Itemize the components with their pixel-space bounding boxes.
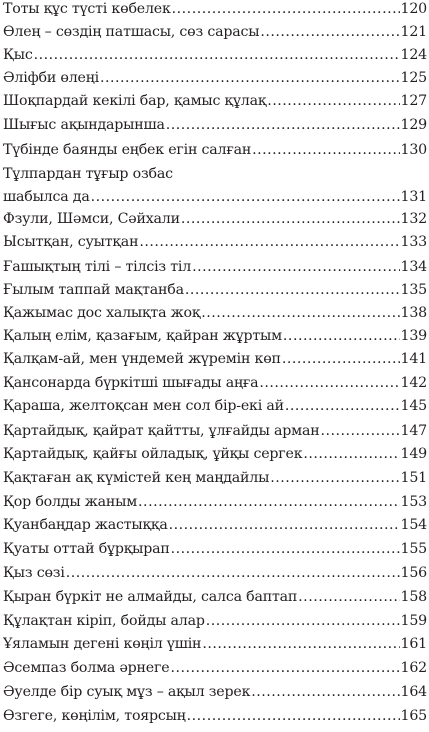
toc-entry[interactable] — [3, 705, 427, 728]
toc-entry-page: 158 — [400, 589, 427, 605]
toc-entry-title: Құлақтан кіріп, бойды алар — [3, 613, 205, 629]
toc-entry[interactable] — [3, 279, 427, 302]
dot-leader — [251, 681, 399, 704]
toc-entry-title: Қыз сөзі — [3, 565, 65, 581]
toc-entry-page: 147 — [400, 423, 427, 439]
toc-entry-page: 159 — [400, 613, 427, 629]
toc-entry[interactable] — [3, 325, 427, 348]
dot-leader — [187, 705, 400, 728]
toc-entry-title: Әліфби өлеңі — [3, 70, 99, 86]
dot-leader — [138, 491, 399, 514]
toc-entry-page: 142 — [400, 375, 427, 391]
dot-leader — [267, 90, 399, 113]
toc-entry-title: Қыс — [3, 47, 33, 63]
dot-leader — [260, 21, 399, 44]
dot-leader — [169, 514, 400, 537]
toc-entry-page: 127 — [400, 93, 427, 109]
toc-entry-page: 133 — [400, 234, 427, 250]
toc-entry-page: 135 — [400, 282, 427, 298]
dot-leader — [201, 302, 399, 325]
toc-entry-page: 154 — [400, 517, 427, 533]
dot-leader — [283, 325, 400, 348]
toc-entry-title: Қақтаған ақ күмістей кең маңдайлы — [3, 470, 270, 486]
dot-leader — [185, 279, 400, 302]
toc-entry-title: Ғылым таппай мақтанба — [3, 282, 184, 298]
toc-entry-title: Түбінде баянды еңбек егін салған — [3, 142, 252, 158]
toc-entry-page: 155 — [400, 541, 427, 557]
toc-entry-title: Әуелде бір суық мұз – ақыл зерек — [3, 684, 251, 700]
toc-entry[interactable] — [3, 443, 427, 466]
toc-entry-title: Қансонарда бүркітші шығады аңға — [3, 375, 259, 391]
toc-entry[interactable] — [3, 302, 427, 325]
dot-leader — [172, 0, 400, 21]
toc-entry-title: Шоқпардай кекілі бар, қамыс құлақ — [3, 93, 267, 109]
toc-entry-page: 124 — [400, 47, 427, 63]
toc-entry-page: 164 — [400, 684, 427, 700]
toc-entry-page: 138 — [400, 305, 427, 321]
toc-entry-title: Тоты құс түсті көбелек — [3, 1, 171, 17]
toc-entry-page: 161 — [400, 636, 427, 652]
dot-leader — [100, 67, 400, 90]
toc-entry-page: 120 — [400, 1, 427, 17]
toc-entry-title: Қалқам-ай, мен үндемей жүремін көп — [3, 351, 281, 367]
toc-entry[interactable] — [3, 562, 427, 585]
toc-entry[interactable] — [3, 348, 427, 371]
dot-leader — [320, 420, 399, 443]
toc-entry-title: Өзгеге, көңілім, тоярсың — [3, 708, 186, 724]
toc-entry[interactable] — [3, 395, 427, 418]
toc-entry-title: Шығыс ақындарынша — [3, 117, 165, 133]
toc-entry-page: 156 — [400, 565, 427, 581]
toc-entry-page: 151 — [400, 470, 427, 486]
dot-leader — [270, 467, 399, 490]
dot-leader — [192, 256, 399, 279]
dot-leader — [91, 186, 400, 209]
toc-entry-title: Фзули, Шәмси, Сәйхали — [3, 211, 180, 227]
toc-entry-page: 130 — [400, 142, 427, 158]
toc-entry[interactable] — [3, 538, 427, 561]
toc-entry[interactable] — [3, 67, 427, 90]
toc-entry-title-line1: Тұлпардан тұғыр озбас — [3, 166, 173, 182]
dot-leader — [181, 208, 400, 231]
toc-entry-title: Қартайдық, қайрат қайтты, ұлғайды арман — [3, 423, 320, 439]
toc-entry[interactable] — [3, 44, 427, 67]
toc-entry-page: 141 — [400, 351, 427, 367]
toc-entry[interactable] — [3, 372, 427, 395]
dot-leader — [66, 562, 400, 585]
toc-entry[interactable] — [3, 420, 427, 443]
toc-entry-title: Қажымас дос халықта жоқ — [3, 305, 201, 321]
toc-entry-title: Ысытқан, суытқан — [3, 234, 139, 250]
toc-entry-page: 132 — [400, 211, 427, 227]
dot-leader — [139, 231, 399, 254]
toc-entry-title: Қартайдық, қайғы ойладық, ұйқы сергек — [3, 446, 303, 462]
dot-leader — [285, 395, 400, 418]
toc-entry-two-line[interactable] — [3, 163, 427, 209]
toc-entry-page: 153 — [400, 494, 427, 510]
toc-entry-title: Қор болды жаным — [3, 494, 138, 510]
toc-entry-title: Қуанбаңдар жастыққа — [3, 517, 168, 533]
toc-entry[interactable] — [3, 491, 427, 514]
toc-entry-page: 134 — [400, 259, 427, 275]
dot-leader — [170, 657, 399, 680]
toc-entry[interactable] — [3, 633, 427, 656]
toc-entry-title: Өлең – сөздің патшасы, сөз сарасы — [3, 24, 260, 40]
toc-entry-page: 139 — [400, 328, 427, 344]
toc-entry-title: Қуаты оттай бұрқырап — [3, 541, 170, 557]
toc-entry-page: 149 — [400, 446, 427, 462]
toc-entry[interactable] — [3, 21, 427, 44]
dot-leader — [34, 44, 400, 67]
dot-leader — [166, 114, 400, 137]
toc-entry-page: 129 — [400, 117, 427, 133]
toc-entry[interactable] — [3, 586, 427, 609]
toc-entry-title: Ғашықтың тілі – тілсіз тіл — [3, 259, 192, 275]
toc-entry[interactable] — [3, 467, 427, 490]
toc-entry[interactable] — [3, 610, 427, 633]
toc-entry-page: 131 — [400, 189, 427, 205]
toc-entry-page: 121 — [400, 24, 427, 40]
toc-entry[interactable] — [3, 681, 427, 704]
toc-entry[interactable] — [3, 0, 427, 21]
toc-entry-page: 145 — [400, 398, 427, 414]
dot-leader — [303, 443, 399, 466]
toc-entry[interactable] — [3, 231, 427, 254]
toc-entry-title: Қараша, желтоқсан мен сол бір-екі ай — [3, 398, 284, 414]
toc-entry-page: 125 — [400, 70, 427, 86]
toc-entry-title: шабылса да — [3, 189, 90, 205]
toc-entry-title: Әсемпаз болма әрнеге — [3, 660, 170, 676]
toc-entry[interactable] — [3, 256, 427, 279]
toc-entry[interactable] — [3, 139, 427, 162]
dot-leader — [202, 633, 399, 656]
toc-entry[interactable] — [3, 657, 427, 680]
toc-entry[interactable] — [3, 514, 427, 537]
dot-leader — [206, 610, 400, 633]
toc-entry-page: 165 — [400, 708, 427, 724]
dot-leader — [282, 348, 400, 371]
dot-leader — [298, 586, 399, 609]
toc-entry-title: Қалың елім, қазағым, қайран жұртым — [3, 328, 282, 344]
dot-leader — [252, 139, 399, 162]
dot-leader — [171, 538, 400, 561]
toc-entry-page: 162 — [400, 660, 427, 676]
toc-entry[interactable] — [3, 208, 427, 231]
toc-entry[interactable] — [3, 90, 427, 113]
toc-entry-title: Қыран бүркіт не алмайды, салса баптап — [3, 589, 298, 605]
toc-entry-title: Ұяламын дегені көңіл үшін — [3, 636, 202, 652]
dot-leader — [259, 372, 399, 395]
toc-entry[interactable] — [3, 114, 427, 137]
